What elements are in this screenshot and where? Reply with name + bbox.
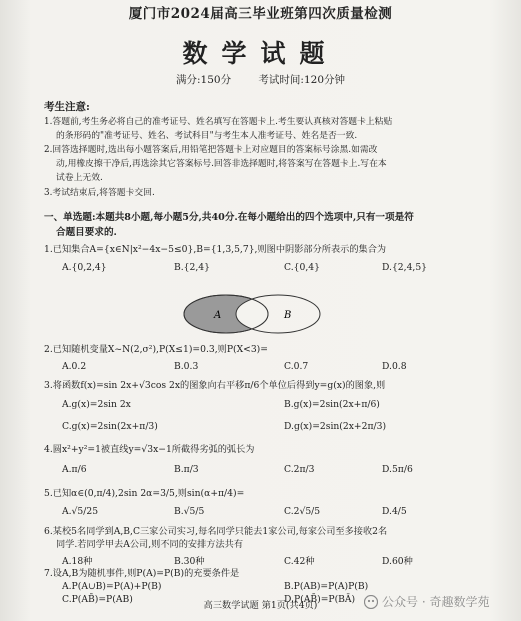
option-a: A.{0,2,4} (62, 262, 107, 273)
question-4: 4.圆x²+y²=1被直线y=√3x−1所截得劣弧的弧长为 (44, 444, 255, 455)
question-7: 7.设A,B为随机事件,则P(A)=P(B)的充要条件是 (44, 568, 240, 579)
notice-line: 动,用橡皮擦干净后,再选涂其它答案标号.回答非选择题时,将答案写在答题卡上.写在本 (56, 159, 387, 169)
venn-label-a: A (214, 310, 222, 321)
option-c: C.2π/3 (284, 464, 315, 475)
option-c: C.{0,4} (284, 262, 320, 273)
option-c: C.0.7 (284, 361, 309, 372)
option-a: A.18种 (62, 556, 93, 567)
section-heading-cont: 合题目要求的. (56, 227, 117, 238)
watermark (364, 593, 489, 610)
option-d: D.0.8 (382, 361, 407, 372)
section-heading: 一、单选题:本题共8小题,每小题5分,共40分.在每小题给出的四个选项中,只有一项是符 (44, 212, 414, 223)
option-c: C.P(AB̄)=P(AB) (62, 594, 133, 605)
option-d: D.P(AB̄)=P(BĀ) (284, 594, 356, 605)
page-footer: 高三数学试题 第1页(共4页) (203, 600, 318, 611)
time-label: 考试时间:120分钟 (258, 74, 346, 86)
option-a: A.√5/25 (62, 506, 99, 517)
option-a: A.P(A∪B)=P(A)+P(B) (62, 581, 162, 592)
option-a: A.g(x)=2sin 2x (62, 399, 131, 410)
option-d: D.g(x)=2sin(2x+2π/3) (284, 421, 387, 432)
option-d: D.{2,4,5} (382, 262, 428, 273)
question-5: 5.已知α∈(0,π/4),2sin 2α=3/5,则sin(α+π/4)= (44, 488, 245, 499)
exam-meta (0, 72, 521, 87)
question-6: 6.某校5名同学到A,B,C三家公司实习,每名同学只能去1家公司,每家公司至多接收2名 (44, 526, 388, 537)
option-b: B.√5/5 (174, 506, 205, 517)
option-a: A.0.2 (62, 361, 87, 372)
option-b: B.0.3 (174, 361, 199, 372)
option-d: D.5π/6 (382, 464, 413, 475)
question-3: 3.将函数f(x)=sin 2x+√3cos 2x的图象向右平移π/6个单位后得到y=g(x)的图象,则 (44, 380, 386, 391)
option-b: B.P(AB)=P(A)P(B) (284, 581, 369, 592)
notice-line: 2.回答选择题时,选出每小题答案后,用铅笔把答题卡上对应题目的答案标号涂黑.如需改 (44, 145, 378, 155)
exam-header: 厦门市2024届高三毕业班第四次质量检测 (128, 6, 393, 22)
score-label: 满分:150分 (175, 74, 232, 86)
watermark-text: 公众号 · 奇趣数学苑 (382, 595, 490, 609)
question-6-cont: 同学.若同学甲去A公司,则不同的安排方法共有 (56, 539, 244, 550)
wechat-official-account-icon (364, 595, 378, 609)
venn-diagram (178, 292, 328, 336)
notice-line: 试卷上无效. (56, 173, 103, 183)
notice-line: 3.考试结束后,将答题卡交回. (44, 188, 155, 198)
option-c: C.2√5/5 (284, 506, 321, 517)
option-b: B.g(x)=2sin(2x+π/6) (284, 399, 380, 410)
notice-label: 考生注意: (44, 101, 90, 113)
option-b: B.30种 (174, 556, 205, 567)
option-d: D.4/5 (382, 506, 407, 517)
option-b: B.π/3 (174, 464, 199, 475)
option-d: D.60种 (382, 556, 413, 567)
page-title: 数学试题 (182, 39, 339, 68)
venn-label-b: B (284, 310, 292, 321)
question-1: 1.已知集合A={x∈N|x²−4x−5≤0},B={1,3,5,7},则图中阴影部分所表示的集合为 (44, 244, 387, 255)
notice-line: 1.答题前,考生务必将自己的准考证号、姓名填写在答题卡上.考生要认真核对答题卡上粘贴 (44, 117, 393, 127)
option-b: B.{2,4} (174, 262, 210, 273)
notice-line: 的条形码的"准考证号、姓名、考试科目"与考生本人准考证号、姓名是否一致. (56, 131, 358, 141)
option-c: C.g(x)=2sin(2x+π/3) (62, 421, 158, 432)
question-2: 2.已知随机变量X~N(2,σ²),P(X≤1)=0.3,则P(X<3)= (44, 344, 268, 355)
option-a: A.π/6 (62, 464, 87, 475)
option-c: C.42种 (284, 556, 315, 567)
